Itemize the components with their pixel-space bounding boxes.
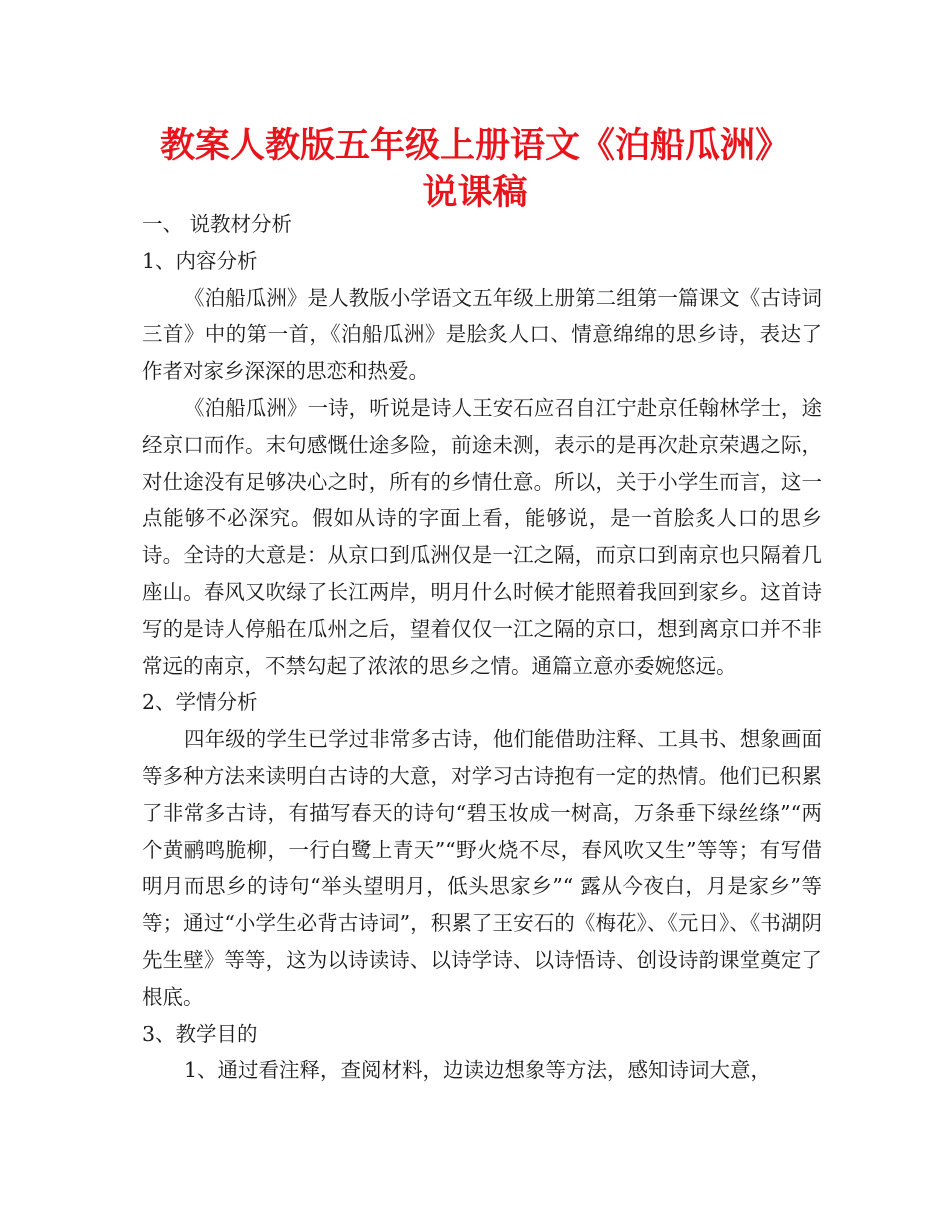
subheading-learner-analysis: 2、学情分析 bbox=[142, 690, 258, 715]
paragraph-2: 《泊船瓜洲》一诗，听说是诗人王安石应召自江宁赴京任翰林学士，途经京口而作。末句感慨仕途多险，前途未测，表示的是再次赴京荣遇之际，对仕途没有足够决心之时，所有的乡情仕意。所以，关于小学生而言，这一点能够不必深究。假如从诗的字面上看，能够说，是一首脍炙人口的思乡诗。全诗的大意是：从京口到瓜洲仅是一江之隔，而京口到南京也只隔着几座山。春风又吹绿了长江两岸，明月什么时候才能照着我回到家乡。这首诗写的是诗人停船在瓜州之后，望着仅仅一江之隔的京口，想到离京口并不非常远的南京，不禁勾起了浓浓的思乡之情。通篇立意亦委婉悠远。 bbox=[142, 395, 822, 678]
document-title-line-2: 说课稿 bbox=[422, 173, 528, 213]
paragraph-4: 1、通过看注释，查阅材料，边读边想象等方法，感知诗词大意， bbox=[184, 1058, 772, 1083]
paragraph-3: 四年级的学生已学过非常多古诗，他们能借助注释、工具书、想象画面等多种方法来读明白古诗的大意，对学习古诗抱有一定的热情。他们已积累了非常多古诗，有描写春天的诗句“碧玉妆成一树高，万条垂下绿丝绦”“两个黄鹂鸣脆柳，一行白鹭上青天”“野火烧不尽，春风吹又生”等等；有写借明月而思乡的诗句“举头望明月，低头思家乡”“ 露从今夜白，月是家乡”等等；通过“小学生必背古诗词”，积累了王安石的《梅花》、《元日》、《书湖阴先生壁》等等，这为以诗读诗、以诗学诗、以诗悟诗、创设诗韵课堂奠定了根底。 bbox=[142, 727, 822, 1009]
subheading-teaching-goals: 3、教学目的 bbox=[142, 1021, 258, 1046]
document-title-line-1: 教案人教版五年级上册语文《泊船瓜洲》 bbox=[159, 126, 790, 166]
subheading-content-analysis: 1、内容分析 bbox=[142, 248, 258, 273]
paragraph-1: 《泊船瓜洲》是人教版小学语文五年级上册第二组第一篇课文《古诗词三首》中的第一首，《泊船瓜洲》是脍炙人口、情意绵绵的思乡诗，表达了作者对家乡深深的思恋和热爱。 bbox=[142, 285, 822, 384]
document-body bbox=[142, 206, 822, 1089]
section-heading-textbook-analysis: 一、 说教材分析 bbox=[142, 212, 293, 236]
